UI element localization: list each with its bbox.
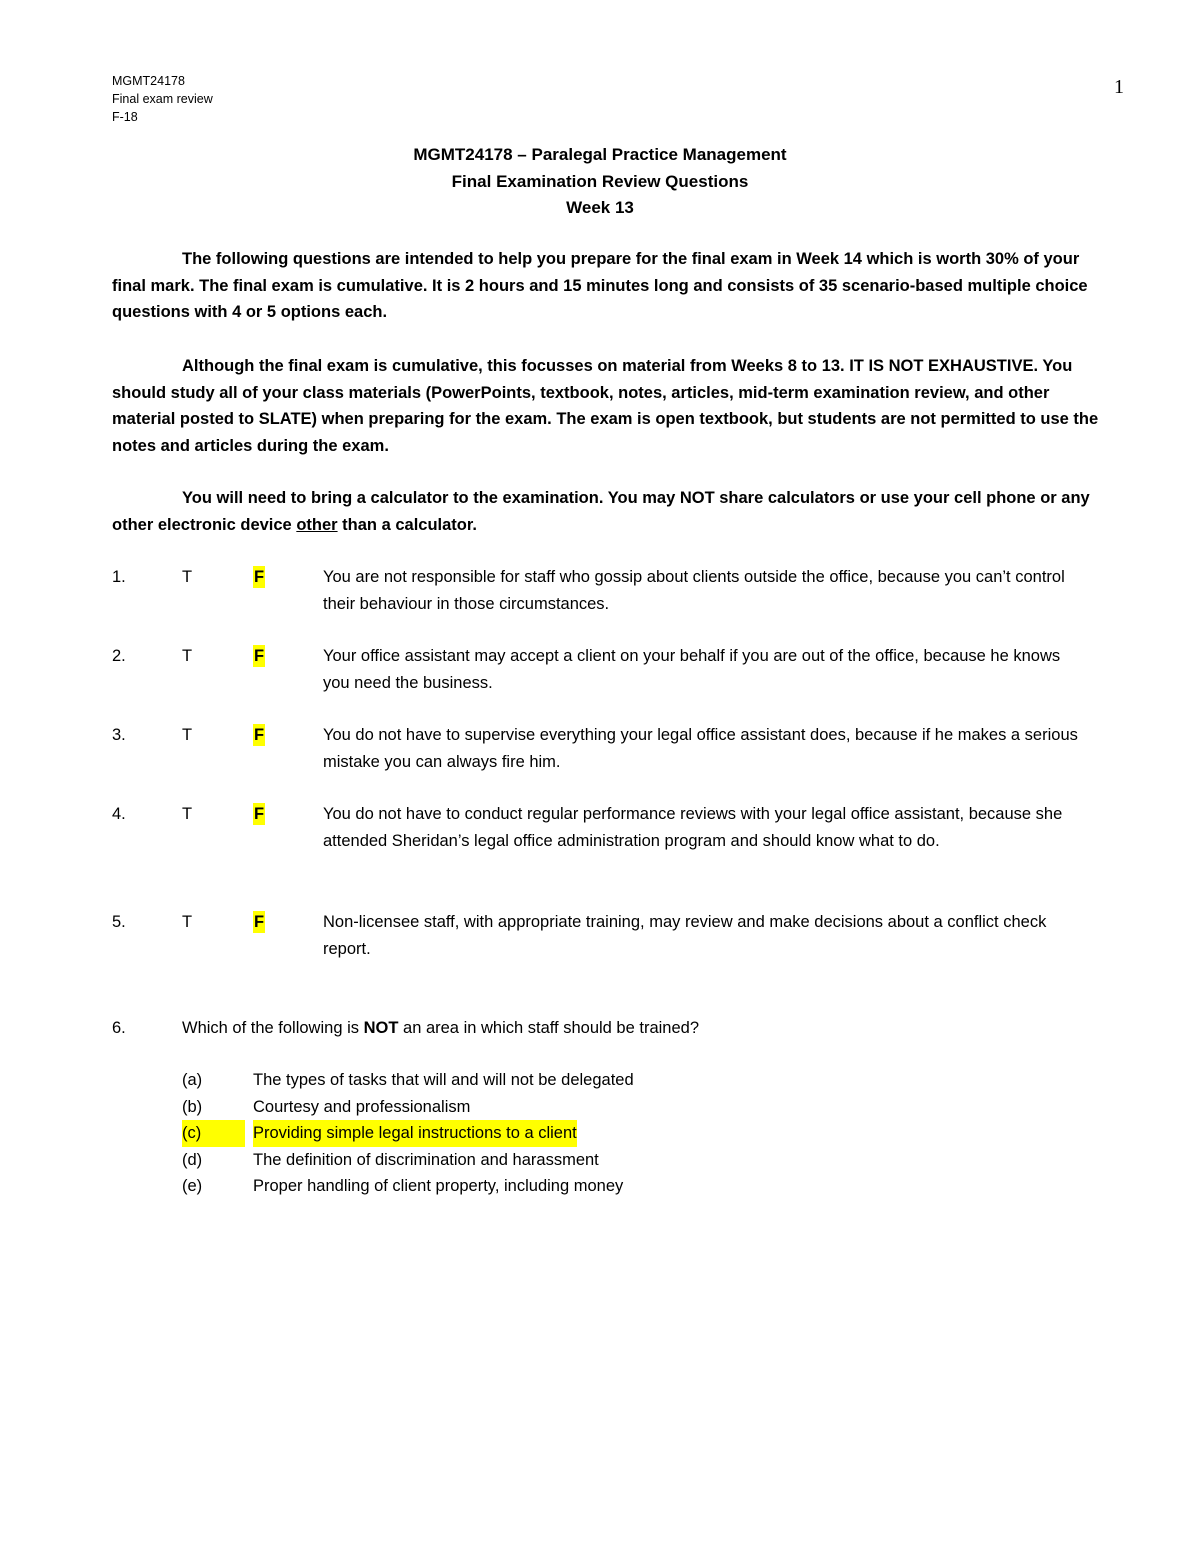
false-option-highlighted: F: [254, 913, 265, 931]
question-number: 4.: [112, 805, 126, 823]
intro-p3-text: You will need to bring a calculator to the examination. You may NOT share calculators or use your cell phone or any other electronic device: [112, 489, 1090, 534]
option-letter: (d): [182, 1150, 203, 1169]
question-statement: You do not have to supervise everything your legal office assistant does, because if he makes a serious mistake you can always fire him.: [323, 726, 1078, 771]
question-number: 3.: [112, 726, 126, 744]
question-text-end: an area in which staff should be trained?: [398, 1019, 699, 1037]
question-statement: Non-licensee staff, with appropriate training, may review and make decisions about a conflict check report.: [323, 913, 1047, 958]
question-number: 6.: [112, 1019, 126, 1037]
question-statement: Your office assistant may accept a client on your behalf if you are out of the office, because he knows you need the business.: [323, 647, 1061, 692]
intro-paragraph-1: The following questions are intended to help you prepare for the final exam in Week 14 which is worth 30% of your final mark. The final exam is cumulative. It is 2 hours and 15 minutes long and consists of 35 scenario-based multiple choice questions with 4 or 5 options each.: [112, 250, 1088, 321]
true-option: T: [182, 726, 193, 744]
false-option-highlighted: F: [254, 647, 265, 665]
false-option-highlighted: F: [254, 726, 265, 744]
intro-paragraph-3: [112, 485, 1112, 538]
header-doc-name: Final exam review: [112, 92, 213, 106]
true-option: T: [182, 647, 193, 665]
true-option: T: [182, 568, 193, 586]
question-statement: You are not responsible for staff who gossip about clients outside the office, because you can’t control their behaviour in those circumstances.: [323, 568, 1065, 613]
question-text: [182, 1015, 1082, 1042]
document-header: [112, 72, 213, 126]
option-text: Courtesy and professionalism: [253, 1097, 471, 1116]
option-text: The types of tasks that will and will not be delegated: [253, 1071, 634, 1089]
title-line-course: MGMT24178 – Paralegal Practice Management: [413, 145, 787, 164]
option-letter: (e): [182, 1177, 203, 1195]
option-letter: (b): [182, 1097, 203, 1116]
option-letter: (c): [182, 1120, 245, 1147]
intro-p3-underlined: other: [296, 515, 338, 534]
title-line-week: Week 13: [566, 198, 634, 217]
option-text: Proper handling of client property, including money: [253, 1177, 624, 1195]
question-number: 2.: [112, 647, 126, 665]
page-number: 1: [1114, 76, 1124, 98]
false-option-highlighted: F: [254, 805, 265, 823]
title-line-exam: Final Examination Review Questions: [451, 171, 749, 191]
question-number: 5.: [112, 913, 126, 931]
question-text-start: Which of the following is: [182, 1019, 364, 1037]
document-title: [0, 142, 1200, 222]
option-text: The definition of discrimination and harassment: [253, 1150, 599, 1169]
false-option-highlighted: F: [254, 568, 265, 586]
intro-paragraph-2: Although the final exam is cumulative, this focusses on material from Weeks 8 to 13. IT IS NOT EXHAUSTIVE. You should study all of your class materials (PowerPoints, textbook, notes, articles, mid-term examination review, and other material posted to SLATE) when preparing for the exam. The exam is open textbook, but students are not permitted to use the notes and articles during the exam.: [112, 357, 1099, 455]
true-option: T: [182, 913, 193, 931]
question-statement: You do not have to conduct regular performance reviews with your legal office assistant, because she attended Sheridan’s legal office administration program and should know what to do.: [323, 805, 1063, 850]
true-option: T: [182, 805, 193, 823]
intro-p3-end: than a calculator.: [337, 515, 477, 534]
option-letter: (a): [182, 1071, 203, 1089]
question-emphasis: NOT: [363, 1019, 399, 1037]
question-number: 1.: [112, 568, 126, 586]
header-course-code: MGMT24178: [112, 74, 185, 88]
option-text: Providing simple legal instructions to a client: [253, 1120, 577, 1147]
header-term: F-18: [112, 110, 138, 124]
